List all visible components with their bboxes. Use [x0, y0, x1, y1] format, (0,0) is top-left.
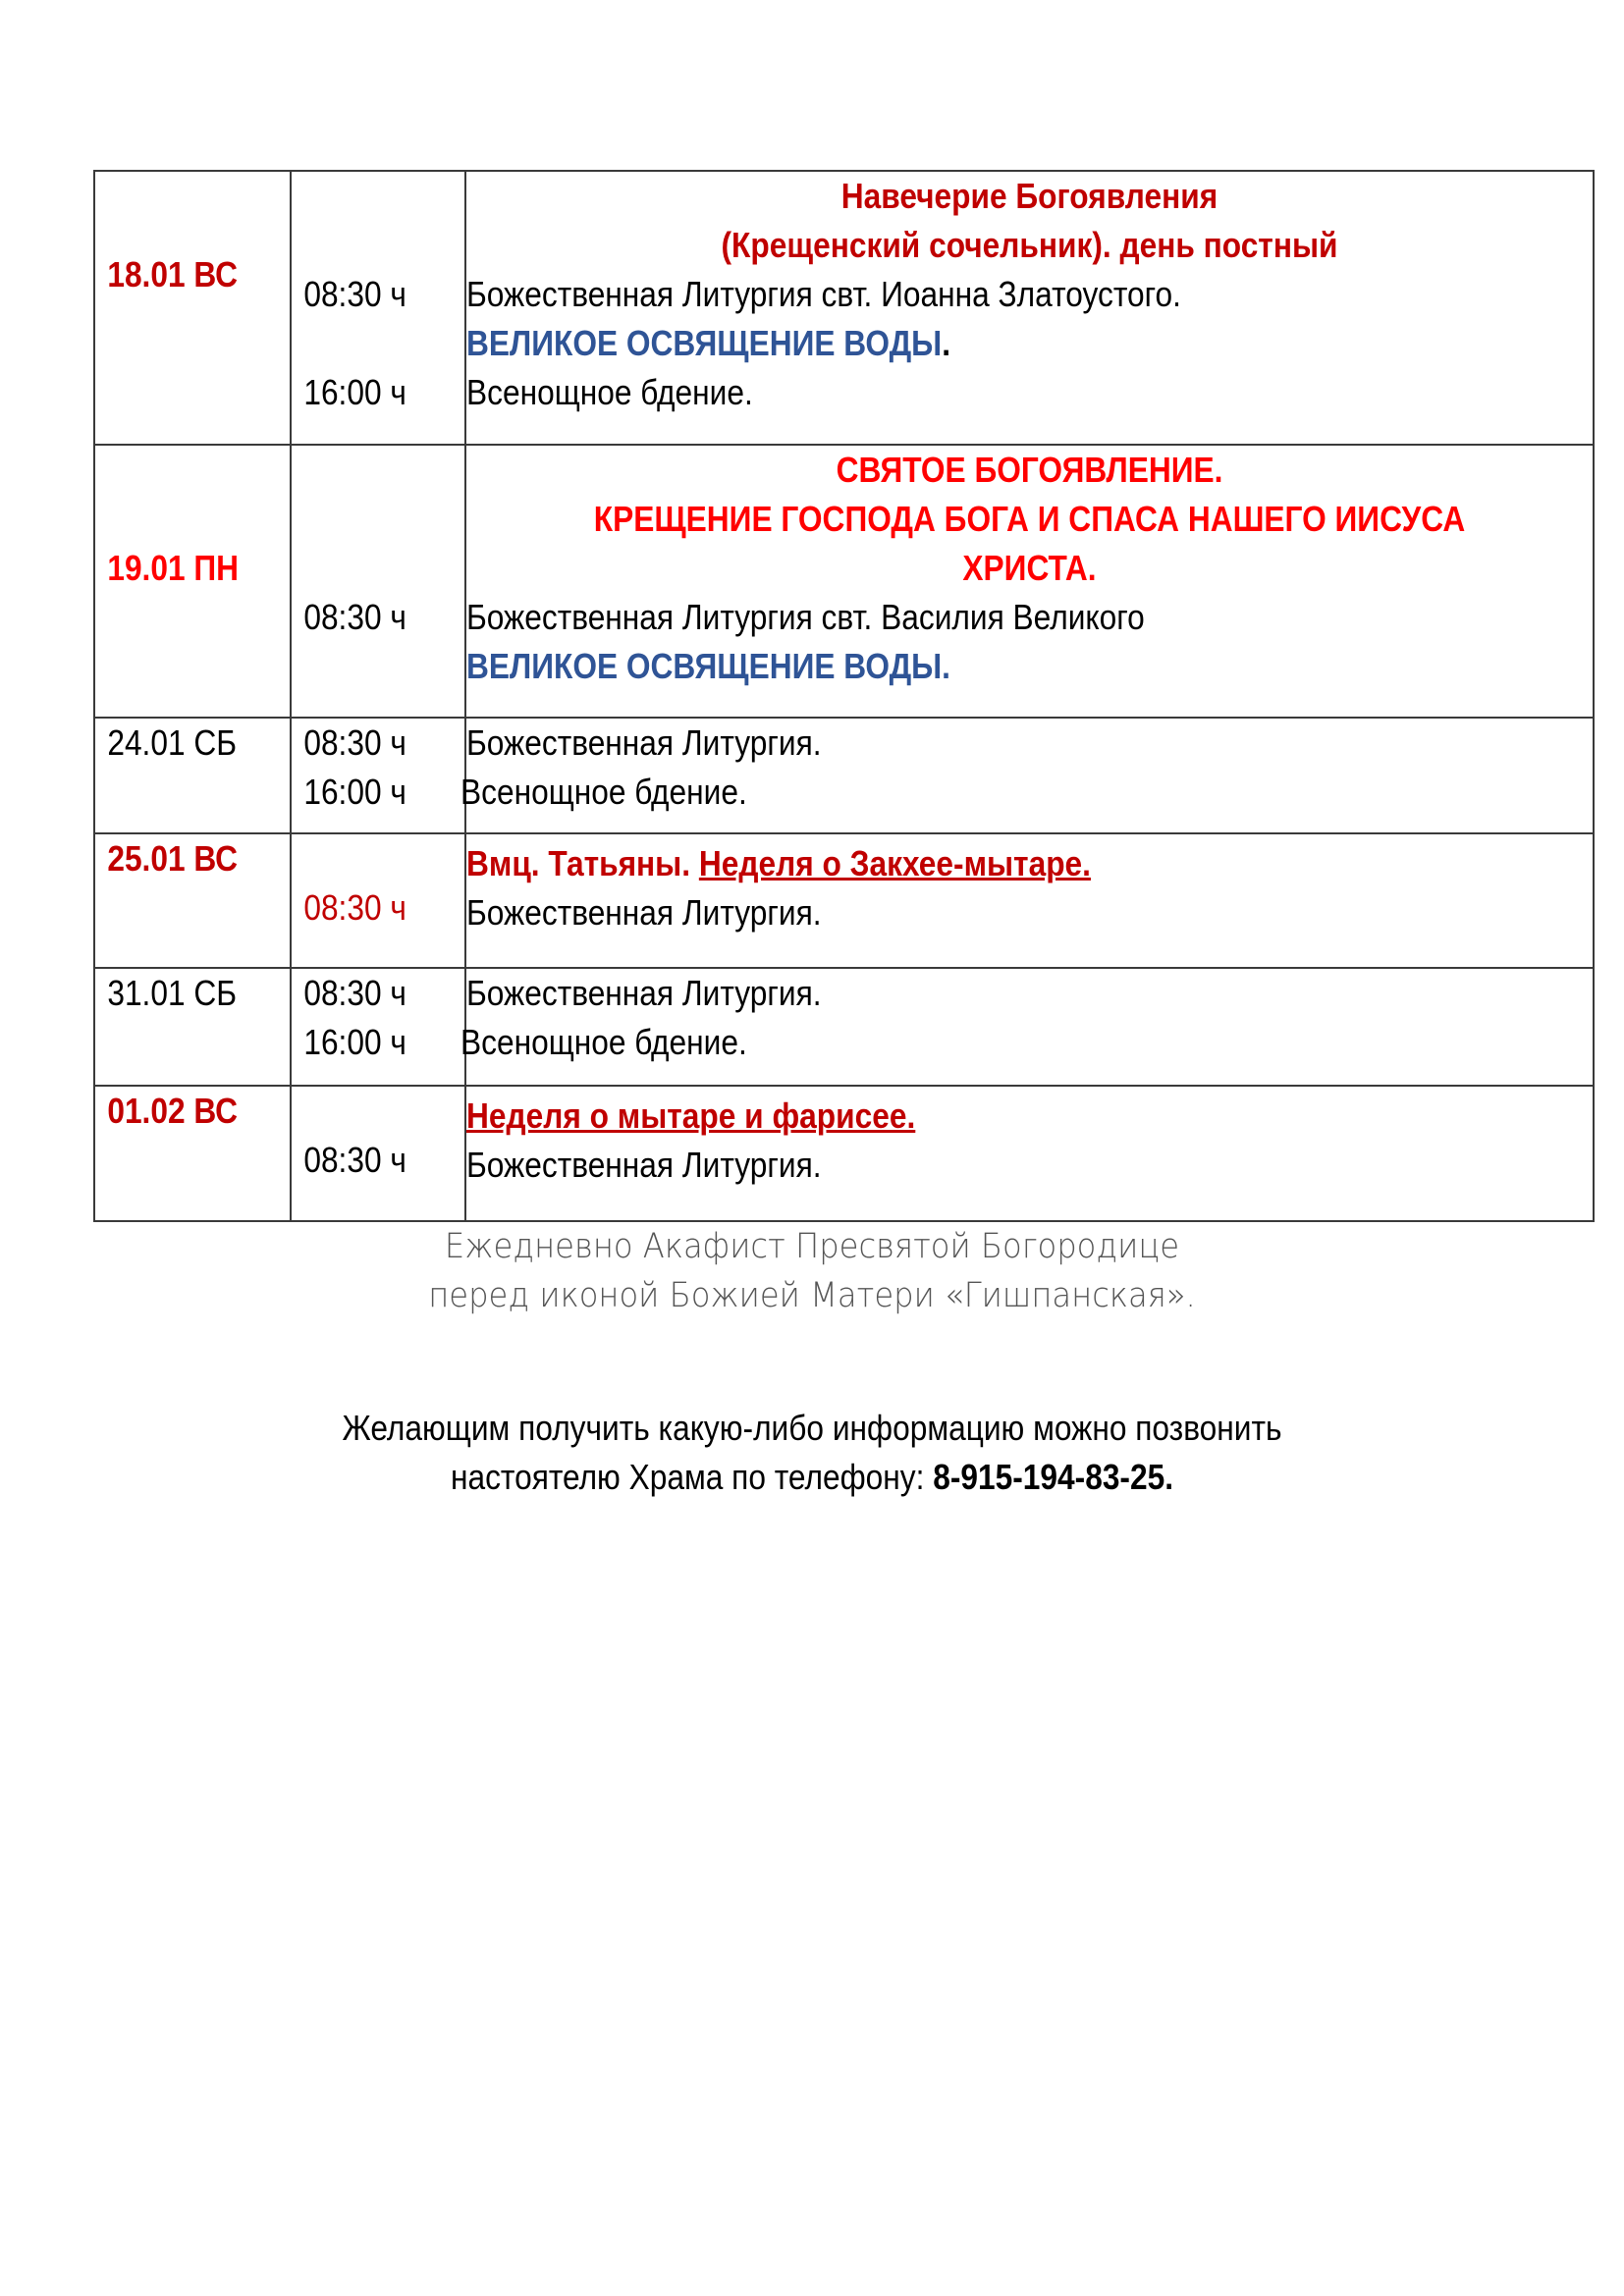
- date-cell: [94, 718, 291, 833]
- akathist-line: Ежедневно Акафист Пресвятой Богородице: [444, 1227, 1180, 1266]
- table-row: [94, 171, 1594, 445]
- time-cell: [291, 1086, 465, 1221]
- time-cell: [291, 718, 465, 833]
- feast-title: СВЯТОЕ БОГОЯВЛЕНИЕ.: [836, 450, 1223, 490]
- water-blessing-text: ВЕЛИКОЕ ОСВЯЩЕНИЕ ВОДЫ: [466, 323, 943, 363]
- date-label: 18.01 ВС: [107, 254, 238, 294]
- contact-prefix: настоятелю Храма по телефону:: [450, 1457, 934, 1497]
- sunday-name: Неделя о Закхее-мытаре.: [698, 843, 1091, 883]
- time-label: 08:30 ч: [303, 274, 406, 314]
- sunday-name: Неделя о мытаре и фарисее.: [466, 1095, 916, 1136]
- service-line: Божественная Литургия свт. Василия Великого: [466, 597, 1145, 637]
- date-label: 31.01 СБ: [107, 973, 238, 1013]
- date-label: 24.01 СБ: [107, 722, 238, 763]
- table-row: [94, 1086, 1594, 1221]
- table-row: [94, 968, 1594, 1086]
- time-label: 16:00 ч: [303, 372, 406, 412]
- time-label: 08:30 ч: [303, 1140, 406, 1180]
- date-label: 01.02 ВС: [107, 1091, 238, 1131]
- contact-note: [0, 1404, 1624, 1502]
- time-cell: [291, 833, 465, 968]
- time-label: 08:30 ч: [303, 722, 406, 763]
- feast-title: ХРИСТА.: [962, 548, 1097, 588]
- service-line-highlight: [466, 319, 1457, 368]
- time-cell: [291, 445, 465, 718]
- date-cell: [94, 968, 291, 1086]
- date-label: 25.01 ВС: [107, 838, 238, 879]
- service-line: Божественная Литургия свт. Иоанна Златоустого.: [466, 274, 1181, 314]
- description-cell: [460, 718, 1594, 833]
- phone-number[interactable]: 8-915-194-83-25.: [933, 1457, 1174, 1497]
- contact-line: [97, 1453, 1527, 1502]
- description-cell: [465, 445, 1594, 718]
- time-label: 08:30 ч: [303, 597, 406, 637]
- date-cell: [94, 445, 291, 718]
- date-cell: [94, 1086, 291, 1221]
- akathist-line: перед иконой Божией Матери «Гишпанская».: [428, 1276, 1196, 1315]
- table-row: [94, 718, 1594, 833]
- water-blessing-text: ВЕЛИКОЕ ОСВЯЩЕНИЕ ВОДЫ.: [466, 646, 950, 686]
- date-cell: [94, 833, 291, 968]
- feast-title: (Крещенский сочельник). день постный: [721, 225, 1338, 265]
- service-line: Всенощное бдение.: [466, 372, 753, 412]
- punctuation: .: [942, 323, 951, 363]
- feast-line: [466, 834, 1457, 888]
- table-row: [94, 833, 1594, 968]
- time-cell: [291, 171, 465, 445]
- description-cell: [465, 1086, 1594, 1221]
- service-line: Божественная Литургия.: [466, 973, 822, 1013]
- saint-name: Вмц. Татьяны.: [466, 843, 699, 883]
- service-line: Божественная Литургия.: [466, 892, 822, 933]
- time-label: 08:30 ч: [303, 887, 406, 928]
- service-line: Всенощное бдение.: [460, 1022, 747, 1062]
- description-cell: [460, 968, 1594, 1086]
- feast-title: КРЕЩЕНИЕ ГОСПОДА БОГА И СПАСА НАШЕГО ИИСУСА: [593, 499, 1466, 539]
- service-line: Всенощное бдение.: [460, 772, 747, 812]
- table-row: [94, 445, 1594, 718]
- time-label: 08:30 ч: [303, 973, 406, 1013]
- date-cell: [94, 171, 291, 445]
- service-line: Божественная Литургия.: [466, 722, 822, 763]
- schedule-table: [93, 170, 1595, 1222]
- time-label: 16:00 ч: [303, 1022, 406, 1062]
- description-cell: [465, 833, 1594, 968]
- feast-title: Навечерие Богоявления: [840, 176, 1218, 216]
- description-cell: [465, 171, 1594, 445]
- contact-line: Желающим получить какую-либо информацию можно позвонить: [342, 1408, 1282, 1448]
- time-cell: [291, 968, 465, 1086]
- service-line: Божественная Литургия.: [466, 1145, 822, 1185]
- time-label: 16:00 ч: [303, 772, 406, 812]
- date-label: 19.01 ПН: [107, 548, 240, 588]
- akathist-note: [0, 1222, 1624, 1320]
